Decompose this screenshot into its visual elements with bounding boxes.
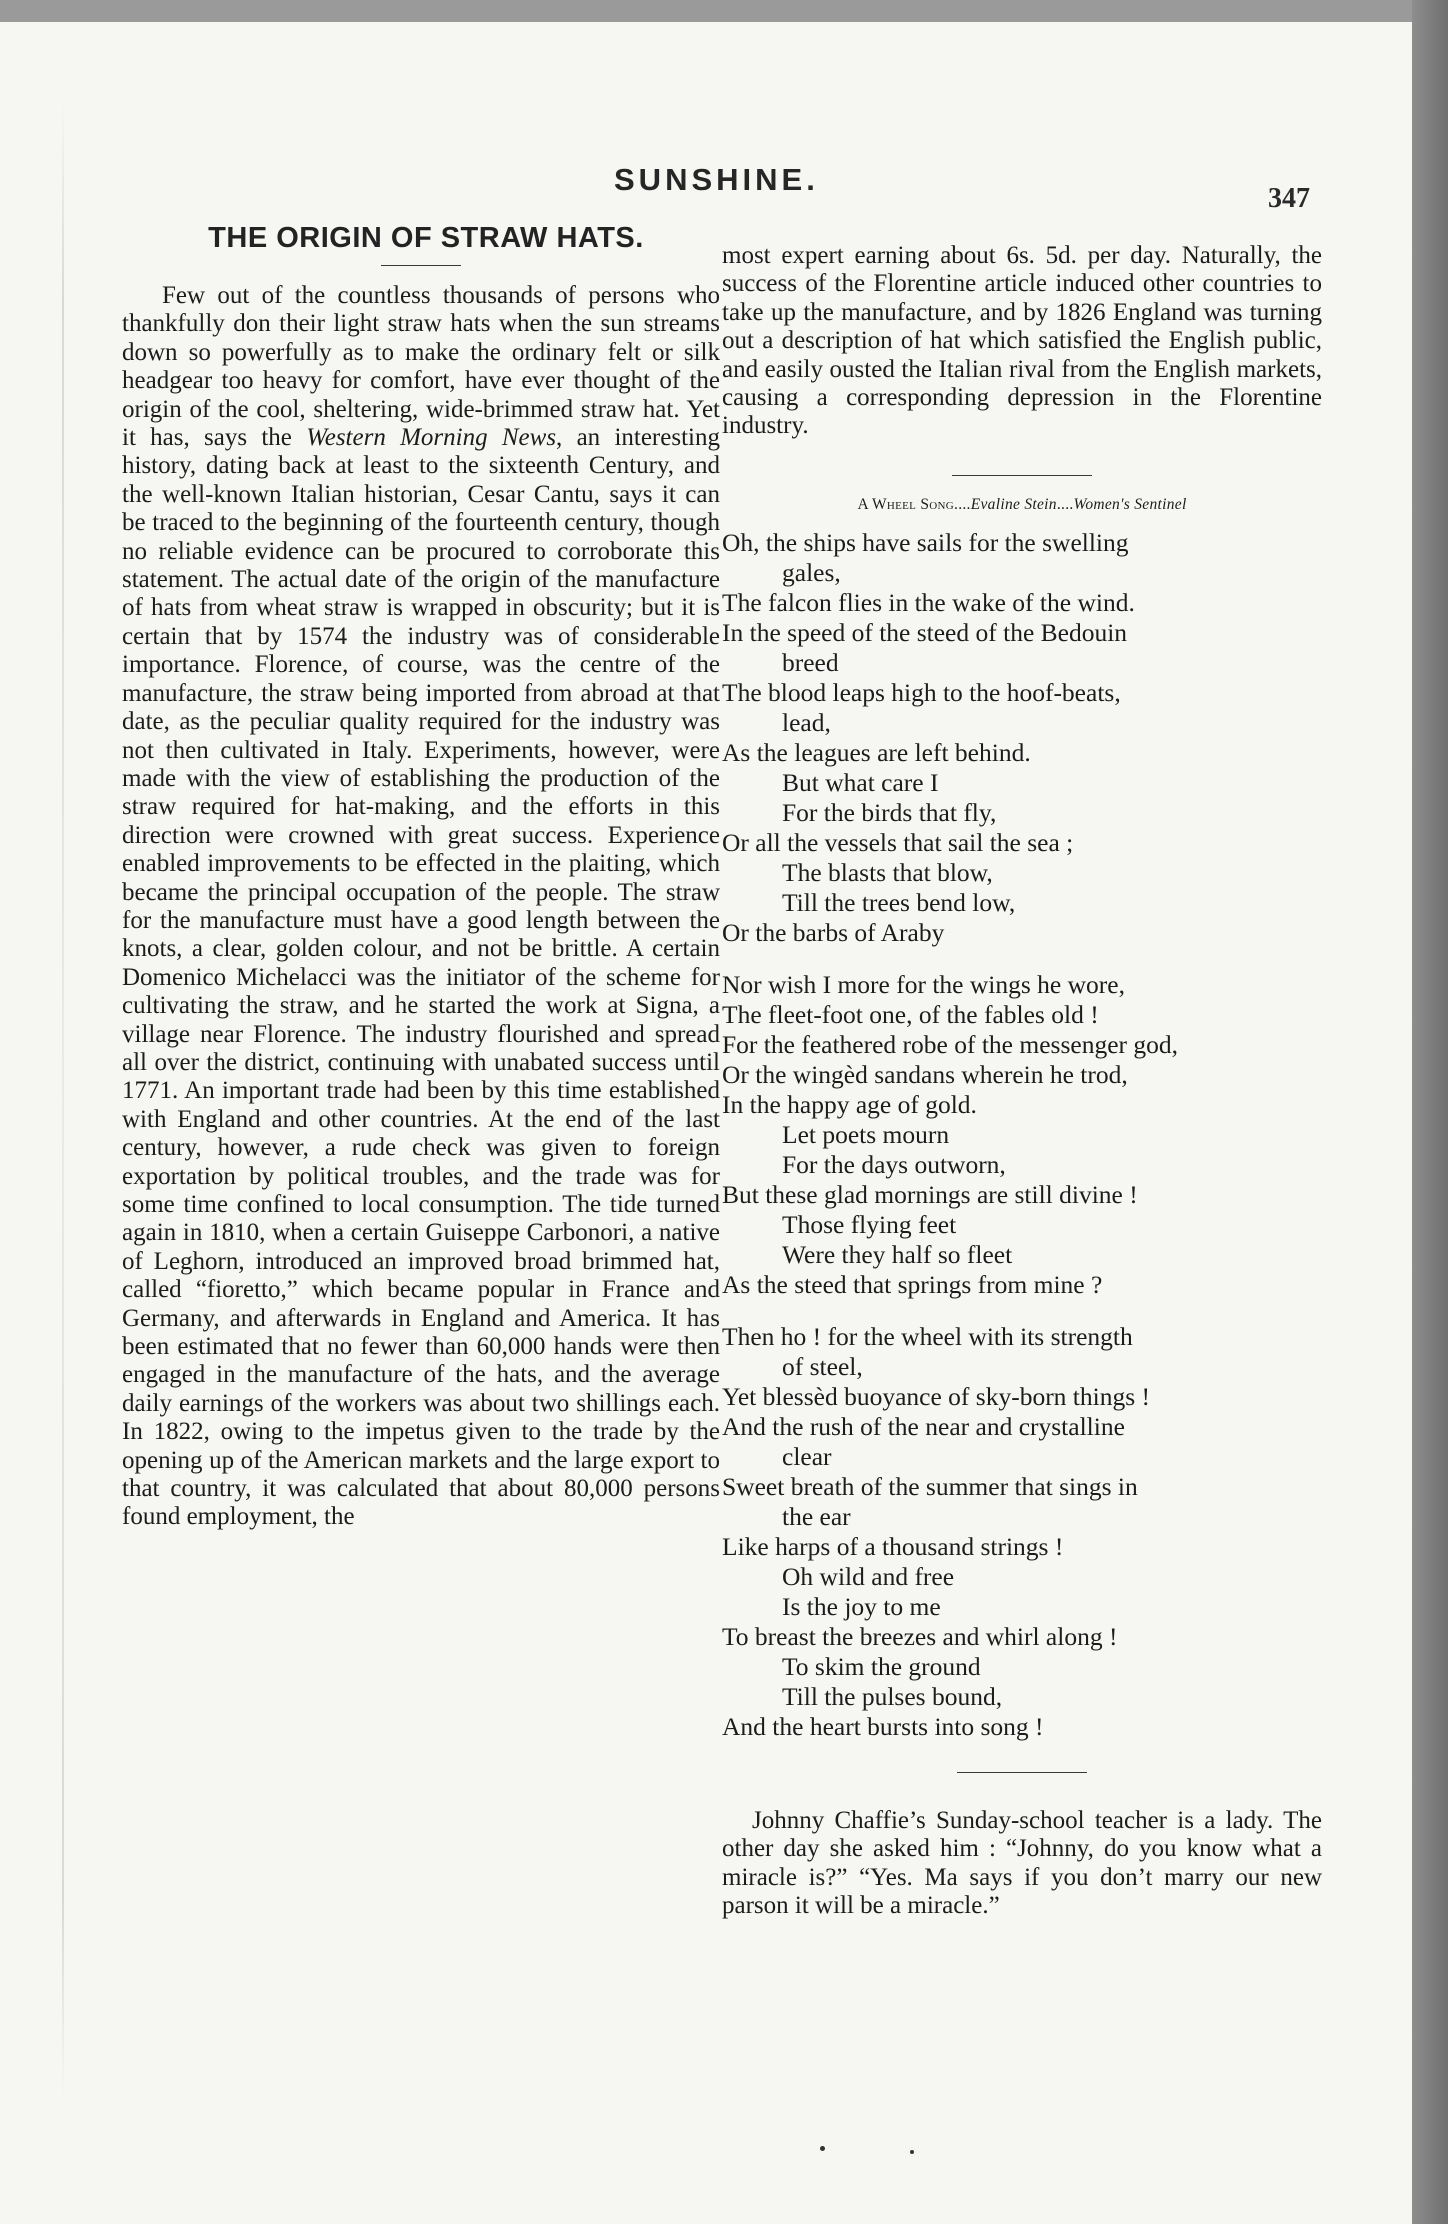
poem-line: But these glad mornings are still divine ! xyxy=(722,1179,1138,1209)
article-continuation: most expert earning about 6s. 5d. per day. Naturally, the success of the Florentine article induced other countries to take up the manufacture, and by 1826 England was turning out a description of hat which satisfied the English public, and easily ousted the Italian rival from the English markets, causing a corresponding depression in the Florentine industry. xyxy=(722,242,1322,440)
poem-line: For the days outworn, xyxy=(782,1149,1006,1179)
poem-source: Women's Sentinel xyxy=(1073,495,1187,513)
poem-line: For the birds that fly, xyxy=(782,797,997,827)
poem-credit xyxy=(722,496,1322,514)
anecdote: Johnny Chaffie’s Sunday-school teacher is a lady. The other day she asked him : “Johnny, do you know what a miracle is?” “Yes. Ma says if you don’t marry our new parson it will be a miracle.” xyxy=(722,1806,1322,1920)
poem-line: clear xyxy=(782,1441,832,1471)
poem-line: of steel, xyxy=(782,1351,863,1381)
poem-line: lead, xyxy=(782,707,831,737)
poem-line: Or all the vessels that sail the sea ; xyxy=(722,827,1074,857)
poem-line: Till the trees bend low, xyxy=(782,887,1016,917)
paragraph-start: Few out of the countless thousands of persons who thankfully don their light straw hats when the sun streams down so powerfully as to make the ordinary felt or silk headgear too heavy for comfort, have ever thought of the origin of the cool, sheltering, wide-brimmed straw hat. Yet it has, says the xyxy=(122,282,720,452)
title-rule xyxy=(381,265,461,266)
poem-line: For the feathered robe of the messenger god, xyxy=(722,1029,1178,1059)
running-head: SUNSHINE. xyxy=(614,162,819,197)
separator: .... xyxy=(1056,495,1074,513)
poem xyxy=(722,528,1322,1742)
paragraph-rest: , an interesting history, dating back at least to the sixteenth Century, and the well-known Italian historian, Cesar Cantu, says it can be traced to the beginning of the fourteenth century, though no reliable evidence can be procured to corroborate this statement. The actual date of the origin of the manufacture of hats from wheat straw is wrapped in obscurity; but it is certain that by 1574 the industry was of considerable importance. Florence, of course, was the centre of the manufacture, the straw being imported from abroad at that date, as the peculiar quality required for the industry was not then cultivated in Italy. Experiments, however, were made with the view of establishing the production of the straw required for hat-making, and the efforts in this direction were crowned with great success. Experience enabled improvements to be effected in the plaiting, which became the principal occupation of the people. The straw for the manufacture must have a good length between the knots, a clear, golden colour, and not be brittle. A certain Domenico Michelacci was the initiator of the scheme for cultivating the straw, and he started the work at Signa, a village near Florence. The industry flourished and spread all over the district, continuing with unabated success until 1771. An important trade had been by this time established with England and other countries. At the end of the last century, however, a rude check was given to foreign exportation by political troubles, and the trade was for some time confined to local consumption. The tide turned again in 1810, when a certain Guiseppe Carbonori, a native of Leghorn, introduced an improved broad brimmed hat, called “fioretto,” which became popular in France and Germany, and afterwards in England and America. It has been estimated that no fewer than 60,000 hands were then engaged in the manufacture of the hats, and the average daily earnings of the workers was about two shillings each. In 1822, owing to the impetus given to the trade by the opening up of the American markets and the large export to that country, it was calculated that about 80,000 persons found employment, the xyxy=(122,424,720,1531)
poem-line: As the steed that springs from mine ? xyxy=(722,1269,1103,1299)
poem-line: Were they half so fleet xyxy=(782,1239,1013,1269)
section-rule xyxy=(952,475,1092,476)
poem-line: Nor wish I more for the wings he wore, xyxy=(722,969,1125,999)
poem-author: Evaline Stein xyxy=(970,495,1057,513)
poem-line: Let poets mourn xyxy=(782,1119,950,1149)
poem-line: The blood leaps high to the hoof-beats, xyxy=(722,677,1121,707)
section-rule xyxy=(957,1772,1087,1773)
poem-line: In the happy age of gold. xyxy=(722,1089,977,1119)
poem-line: gales, xyxy=(782,557,841,587)
poem-line: Or the barbs of Araby xyxy=(722,917,945,947)
poem-line: But what care I xyxy=(782,767,939,797)
article-title: THE ORIGIN OF STRAW HATS. xyxy=(208,222,644,254)
separator: .... xyxy=(954,495,971,513)
poem-line: the ear xyxy=(782,1501,851,1531)
poem-line: Is the joy to me xyxy=(782,1591,941,1621)
poem-line: Then ho ! for the wheel with its strength xyxy=(722,1321,1133,1351)
poem-line: Like harps of a thousand strings ! xyxy=(722,1531,1064,1561)
source-publication: Western Morning News xyxy=(306,424,557,452)
poem-stanza xyxy=(722,1322,1322,1742)
poem-line: The falcon flies in the wake of the wind. xyxy=(722,587,1135,617)
poem-line: Oh wild and free xyxy=(782,1561,955,1591)
poem-line: The fleet-foot one, of the fables old ! xyxy=(722,999,1099,1029)
poem-line: Those flying feet xyxy=(782,1209,957,1239)
poem-stanza xyxy=(722,970,1322,1300)
poem-stanza xyxy=(722,528,1322,948)
poem-line: Sweet breath of the summer that sings in xyxy=(722,1471,1138,1501)
poem-line: As the leagues are left behind. xyxy=(722,737,1031,767)
left-column xyxy=(122,222,720,1532)
article-paragraph xyxy=(122,282,720,1532)
poem-line: Till the pulses bound, xyxy=(782,1681,1003,1711)
poem-line: Yet blessèd buoyance of sky-born things ! xyxy=(722,1381,1151,1411)
gutter-shadow xyxy=(62,100,64,2100)
ink-speck xyxy=(910,2150,914,2154)
poem-line: Or the wingèd sandans wherein he trod, xyxy=(722,1059,1128,1089)
poem-line: To skim the ground xyxy=(782,1651,981,1681)
poem-line: To breast the breezes and whirl along ! xyxy=(722,1621,1118,1651)
right-column xyxy=(722,242,1322,1921)
poem-line: breed xyxy=(782,647,839,677)
page-number: 347 xyxy=(1268,183,1310,214)
poem-line: And the heart bursts into song ! xyxy=(722,1711,1044,1741)
poem-line: In the speed of the steed of the Bedouin xyxy=(722,617,1128,647)
poem-line: Oh, the ships have sails for the swelling xyxy=(722,527,1129,557)
poem-title: A Wheel Song xyxy=(857,495,955,513)
page-edge-shadow xyxy=(1412,0,1448,2224)
poem-line: And the rush of the near and crystalline xyxy=(722,1411,1125,1441)
ink-speck xyxy=(820,2146,825,2151)
poem-line: The blasts that blow, xyxy=(782,857,993,887)
